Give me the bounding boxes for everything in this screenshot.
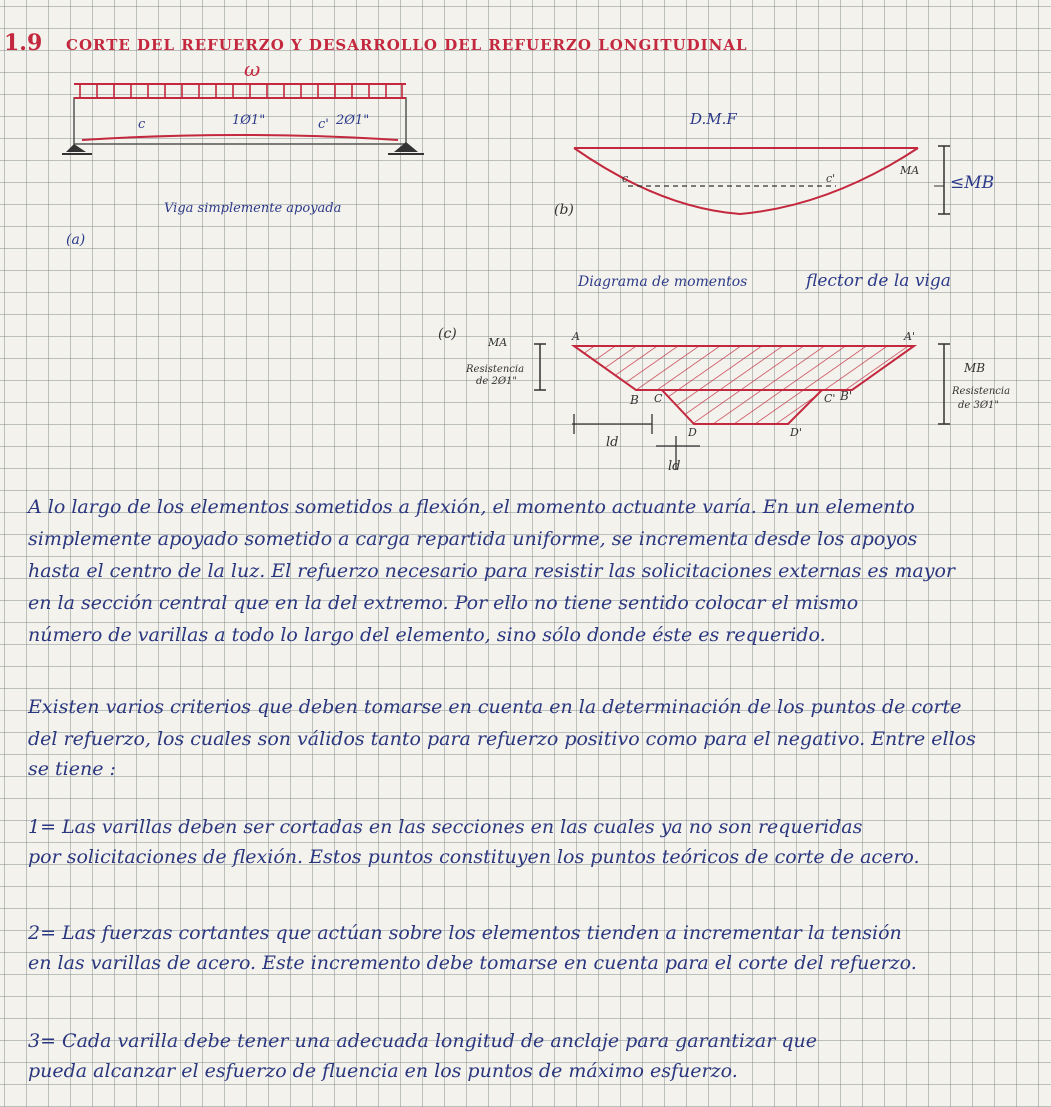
item-3-line-2: pueda alcanzar el esfuerzo de fluencia en los puntos de máximo esfuerzo. [28,1060,738,1082]
dmf-title: D.M.F [690,110,737,128]
figure-c-resistance-diagram [0,0,1051,490]
ld-label-1: ld [606,435,619,450]
item-1-line-1: 1= Las varillas deben ser cortadas en las secciones en las cuales ya no son requeridas [28,816,863,838]
c-ma-note-1: Resistencia [466,364,525,375]
c-ma-label: MA [488,336,508,349]
paragraph-2-line-1: Existen varios criterios que deben tomarse en cuenta en la determinación de los puntos de corte [28,696,962,718]
paragraph-2-line-2: del refuerzo, los cuales son válidos tanto para refuerzo positivo como para el negativo. Entre ellos [28,728,976,750]
point-c2: C' [824,392,836,405]
point-a2: A' [904,330,915,343]
point-a: A [572,330,580,343]
item-3-line-1: 3= Cada varilla debe tener una adecuada longitud de anclaje para garantizar que [28,1030,818,1052]
cut-point-c: c [138,117,146,132]
c-mb-note-2: de 3Ø1" [958,400,1000,411]
c-ma-note-2: de 2Ø1" [476,376,518,387]
panel-label-b: (b) [554,202,574,218]
paragraph-2-line-3: se tiene : [28,758,116,780]
dmf-mb-label: ≤MB [950,173,995,193]
dmf-point-c: c [622,172,629,185]
beam-caption: Viga simplemente apoyada [164,201,342,216]
section-title: CORTE DEL REFUERZO Y DESARROLLO DEL REFUERZO LONGITUDINAL [66,36,748,54]
load-label: ω [244,57,261,81]
point-b2: B' [840,389,853,403]
paragraph-1-line-5: número de varillas a todo lo largo del elemento, sino sólo donde éste es requerido. [28,624,826,646]
item-1-line-2: por solicitaciones de flexión. Estos puntos constituyen los puntos teóricos de corte de acero. [28,846,920,868]
bar-label-1: 1Ø1" [232,113,266,128]
point-d2: D' [790,426,802,439]
dmf-point-c2: c' [826,172,836,185]
paragraph-1-line-1: A lo largo de los elementos sometidos a flexión, el momento actuante varía. En un elemento [28,496,915,518]
point-b: B [630,393,639,407]
c-mb-note-1: Resistencia [952,386,1011,397]
panel-label-c: (c) [438,326,457,342]
item-2-line-2: en las varillas de acero. Este incremento debe tomarse en cuenta para el corte del refuerzo. [28,952,917,974]
panel-label-a: (a) [66,232,86,248]
paragraph-1-line-4: en la sección central que en la del extremo. Por ello no tiene sentido colocar el mismo [28,592,859,614]
dmf-caption-part2: flector de la viga [806,271,951,291]
outer-resistance-polygon [574,346,914,390]
point-c: C [654,392,663,405]
dmf-ma-label: MA [900,164,920,177]
bar-label-2: 2Ø1" [336,113,370,128]
cut-point-c2: c' [318,117,329,132]
inner-resistance-polygon [662,390,822,424]
section-number: 1.9 [4,30,43,56]
paragraph-1-line-3: hasta el centro de la luz. El refuerzo necesario para resistir las solicitaciones externas es mayor [28,560,956,582]
item-2-line-1: 2= Las fuerzas cortantes que actúan sobre los elementos tienden a incrementar la tensión [28,922,902,944]
point-d: D [688,426,697,439]
dmf-caption-part1: Diagrama de momentos [578,274,748,290]
ld-label-2: ld [668,459,681,474]
paragraph-1-line-2: simplemente apoyado sometido a carga repartida uniforme, se incrementa desde los apoyos [28,528,918,550]
c-mb-label: MB [964,361,986,375]
